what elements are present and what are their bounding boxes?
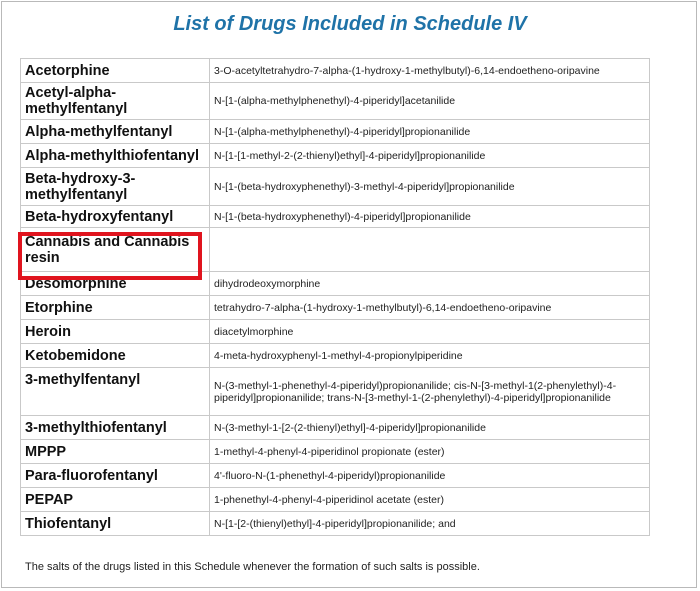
table-row bbox=[21, 464, 650, 488]
drug-name: Acetyl-alpha-methylfentanyl bbox=[21, 83, 210, 120]
chemical-name: dihydrodeoxymorphine bbox=[210, 272, 650, 296]
drug-name: 3-methylfentanyl bbox=[21, 368, 210, 416]
chemical-name: N-[1-(alpha-methylphenethyl)-4-piperidyl]acetanilide bbox=[210, 83, 650, 120]
drug-name: Beta-hydroxyfentanyl bbox=[21, 206, 210, 228]
drug-name: PEPAP bbox=[21, 488, 210, 512]
chemical-name: N-[1-(beta-hydroxyphenethyl)-4-piperidyl]propionanilide bbox=[210, 206, 650, 228]
chemical-name: tetrahydro-7-alpha-(1-hydroxy-1-methylbutyl)-6,14-endoetheno-oripavine bbox=[210, 296, 650, 320]
table-row bbox=[21, 296, 650, 320]
chemical-name bbox=[210, 228, 650, 272]
table-row bbox=[21, 488, 650, 512]
drug-name: MPPP bbox=[21, 440, 210, 464]
table-row bbox=[21, 83, 650, 120]
drug-name: Alpha-methylthiofentanyl bbox=[21, 144, 210, 168]
chemical-name: N-[1-[1-methyl-2-(2-thienyl)ethyl]-4-piperidyl]propionanilide bbox=[210, 144, 650, 168]
page-title: List of Drugs Included in Schedule IV bbox=[173, 13, 527, 35]
drug-name: Alpha-methylfentanyl bbox=[21, 120, 210, 144]
drug-table bbox=[20, 58, 650, 536]
chemical-name: N-[1-(alpha-methylphenethyl)-4-piperidyl]propionanilide bbox=[210, 120, 650, 144]
drug-name: Heroin bbox=[21, 320, 210, 344]
drug-name: Ketobemidone bbox=[21, 344, 210, 368]
table-row bbox=[21, 416, 650, 440]
table-row bbox=[21, 120, 650, 144]
table-row bbox=[21, 59, 650, 83]
drug-name: 3-methylthiofentanyl bbox=[21, 416, 210, 440]
drug-name: Beta-hydroxy-3-methylfentanyl bbox=[21, 168, 210, 206]
table-row bbox=[21, 368, 650, 416]
chemical-name: 1-methyl-4-phenyl-4-piperidinol propionate (ester) bbox=[210, 440, 650, 464]
table-row bbox=[21, 320, 650, 344]
table-row bbox=[21, 344, 650, 368]
drug-name: Etorphine bbox=[21, 296, 210, 320]
table-row bbox=[21, 512, 650, 536]
chemical-name: 3-O-acetyltetrahydro-7-alpha-(1-hydroxy-1-methylbutyl)-6,14-endoetheno-oripavine bbox=[210, 59, 650, 83]
chemical-name: 4-meta-hydroxyphenyl-1-methyl-4-propionylpiperidine bbox=[210, 344, 650, 368]
drug-name: Thiofentanyl bbox=[21, 512, 210, 536]
table-row bbox=[21, 168, 650, 206]
footnote: The salts of the drugs listed in this Schedule whenever the formation of such salts is possible. bbox=[25, 561, 480, 573]
drug-name: Desomorphine bbox=[21, 272, 210, 296]
drug-name: Acetorphine bbox=[21, 59, 210, 83]
chemical-name: diacetylmorphine bbox=[210, 320, 650, 344]
chemical-name: 1-phenethyl-4-phenyl-4-piperidinol acetate (ester) bbox=[210, 488, 650, 512]
chemical-name: N-[1-(beta-hydroxyphenethyl)-3-methyl-4-piperidyl]propionanilide bbox=[210, 168, 650, 206]
table-row bbox=[21, 440, 650, 464]
table-row bbox=[21, 272, 650, 296]
chemical-name: N-[1-[2-(thienyl)ethyl]-4-piperidyl]propionanilide; and bbox=[210, 512, 650, 536]
drug-name: Cannabis and Cannabis resin bbox=[21, 228, 210, 272]
chemical-name: N-(3-methyl-1-[2-(2-thienyl)ethyl]-4-piperidyl]propionanilide bbox=[210, 416, 650, 440]
chemical-name: N-(3-methyl-1-phenethyl-4-piperidyl)propionanilide; cis-N-[3-methyl-1(2-phenylethyl)-4-piperidyl]propionanilide; trans-N-[3-methyl-1-(2-phenylethyl)-4-piperidyl]propionanilide bbox=[210, 368, 650, 416]
table-row bbox=[21, 206, 650, 228]
chemical-name: 4'-fluoro-N-(1-phenethyl-4-piperidyl)propionanilide bbox=[210, 464, 650, 488]
table-row bbox=[21, 228, 650, 272]
table-row bbox=[21, 144, 650, 168]
drug-name: Para-fluorofentanyl bbox=[21, 464, 210, 488]
